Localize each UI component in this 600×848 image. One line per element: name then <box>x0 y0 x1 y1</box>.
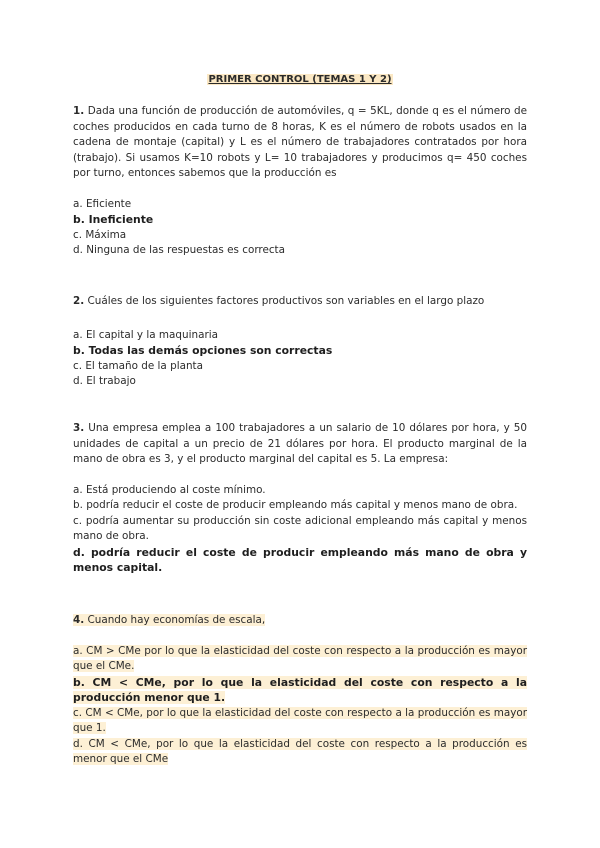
question-text: Cuando hay economías de escala, <box>84 614 266 626</box>
option-b-correct: b. CM < CMe, por lo que la elasticidad del coste con respecto a la producción menor que 1. <box>73 675 527 704</box>
question-4 <box>73 613 527 768</box>
options-list <box>73 644 527 768</box>
question-1 <box>73 104 527 259</box>
question-text: Cuáles de los siguientes factores productivos son variables en el largo plazo <box>84 295 485 307</box>
option-a: a. El capital y la maquinaria <box>73 328 218 341</box>
question-number: 3. <box>73 422 85 434</box>
option-b-correct: b. Ineficiente <box>73 213 154 226</box>
option-c: c. podría aumentar su producción sin coste adicional empleando más capital y menos mano de obra. <box>73 514 527 542</box>
question-text: Una empresa emplea a 100 trabajadores a un salario de 10 dólares por hora, y 50 unidades de capital a un precio de 21 dólares por hora. El producto marginal de la mano de obra es 3, y el producto marginal del capital es 5. La empresa: <box>73 422 527 465</box>
option-c: c. CM < CMe, por lo que la elasticidad del coste con respecto a la producción es mayor que 1. <box>73 706 527 734</box>
question-2-stem <box>73 294 527 310</box>
question-number: 4. <box>73 614 85 626</box>
option-b-correct: b. Todas las demás opciones son correctas <box>73 344 333 357</box>
question-number: 1. <box>73 105 85 117</box>
question-3-stem <box>73 421 527 468</box>
option-a: a. Eficiente <box>73 197 132 210</box>
options-list <box>73 483 527 576</box>
question-2 <box>73 294 527 390</box>
question-text: Dada una función de producción de automóviles, q = 5KL, donde q es el número de coches producidos en cada turno de 8 horas, K es el número de robots usados en la cadena de montaje (capital) y L es el número de trabajadores contratados por hora (trabajo). Si usamos K=10 robots y L= 10 trabajadores y producimos q= 450 coches por turno, entonces sabemos que la producción es <box>73 105 527 179</box>
option-c: c. El tamaño de la planta <box>73 359 203 372</box>
option-d: d. El trabajo <box>73 375 136 387</box>
document-title: PRIMER CONTROL (TEMAS 1 Y 2) <box>208 74 392 85</box>
option-c: c. Máxima <box>73 228 127 241</box>
option-a: a. CM > CMe por lo que la elasticidad del coste con respecto a la producción es mayor que el CMe. <box>73 644 527 672</box>
question-1-stem <box>73 104 527 182</box>
question-4-stem <box>73 613 527 629</box>
option-d: d. Ninguna de las respuestas es correcta <box>73 244 285 256</box>
options-list <box>73 197 527 259</box>
option-d-correct: d. podría reducir el coste de producir empleando más mano de obra y menos capital. <box>73 545 527 574</box>
option-d: d. CM < CMe, por lo que la elasticidad del coste con respecto a la producción es menor que el CMe <box>73 737 527 765</box>
option-a: a. Está produciendo al coste mínimo. <box>73 483 266 496</box>
question-number: 2. <box>73 295 85 307</box>
question-3 <box>73 421 527 576</box>
option-b: b. podría reducir el coste de producir empleando más capital y menos mano de obra. <box>73 499 518 511</box>
options-list <box>73 328 527 390</box>
